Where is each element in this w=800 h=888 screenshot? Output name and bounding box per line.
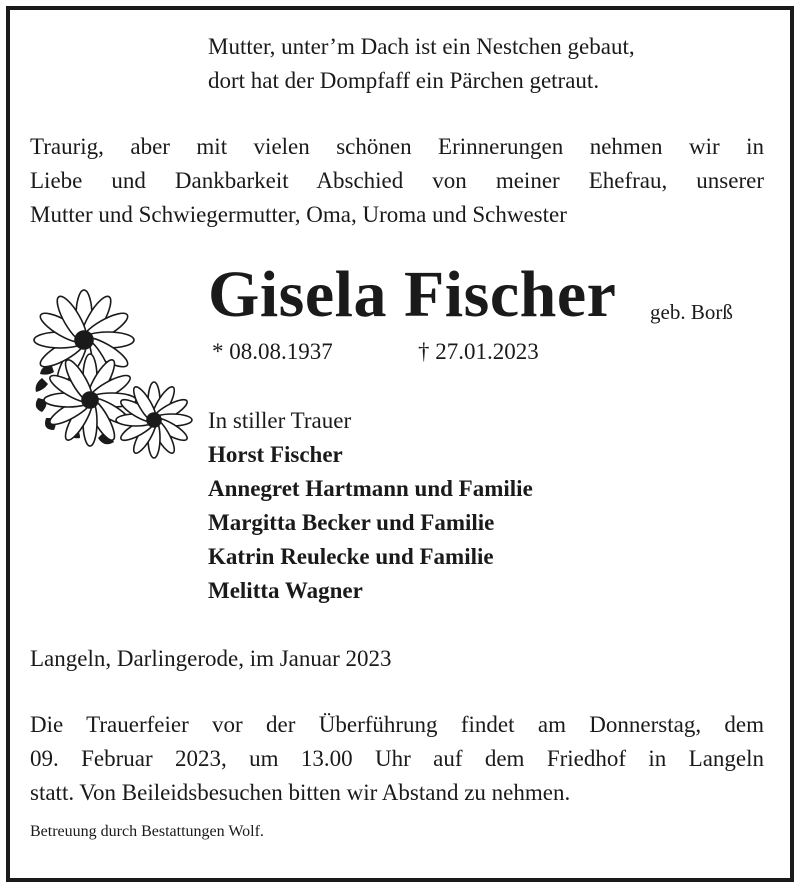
mourner-4: Katrin Reulecke und Familie xyxy=(208,544,494,569)
intro-line-3: Mutter und Schwiegermutter, Oma, Uroma und Schwester xyxy=(30,202,567,227)
mourner-2: Annegret Hartmann und Familie xyxy=(208,476,533,501)
mourners-heading: In stiller Trauer xyxy=(208,408,352,433)
service-line-1: Die Trauerfeier vor der Überführung findet am Donnerstag, dem xyxy=(30,712,764,737)
funeral-home-credit: Betreuung durch Bestattungen Wolf. xyxy=(30,823,264,840)
intro-line-2: Liebe und Dankbarkeit Abschied von meiner Ehefrau, unserer xyxy=(30,168,764,193)
intro-line-1: Traurig, aber mit vielen schönen Erinnerungen nehmen wir in xyxy=(30,134,764,159)
daisy-flowers-icon xyxy=(28,278,198,468)
mourner-5: Melitta Wagner xyxy=(208,578,363,603)
deceased-name: Gisela Fischer xyxy=(208,258,617,331)
place-date: Langeln, Darlingerode, im Januar 2023 xyxy=(30,646,392,671)
poem-line-1: Mutter, unter’m Dach ist ein Nestchen gebaut, xyxy=(208,34,635,59)
service-line-3: statt. Von Beileidsbesuchen bitten wir Abstand zu nehmen. xyxy=(30,780,571,805)
intro-text xyxy=(30,130,764,232)
birth-date: * 08.08.1937 xyxy=(212,339,333,364)
poem-line-2: dort hat der Dompfaff ein Pärchen getraut. xyxy=(208,68,600,93)
mourner-1: Horst Fischer xyxy=(208,442,343,467)
maiden-name: geb. Borß xyxy=(650,300,733,324)
death-date: † 27.01.2023 xyxy=(418,339,539,364)
mourner-3: Margitta Becker und Familie xyxy=(208,510,495,535)
service-line-2: 09. Februar 2023, um 13.00 Uhr auf dem Friedhof in Langeln xyxy=(30,746,764,771)
service-text xyxy=(30,708,764,810)
